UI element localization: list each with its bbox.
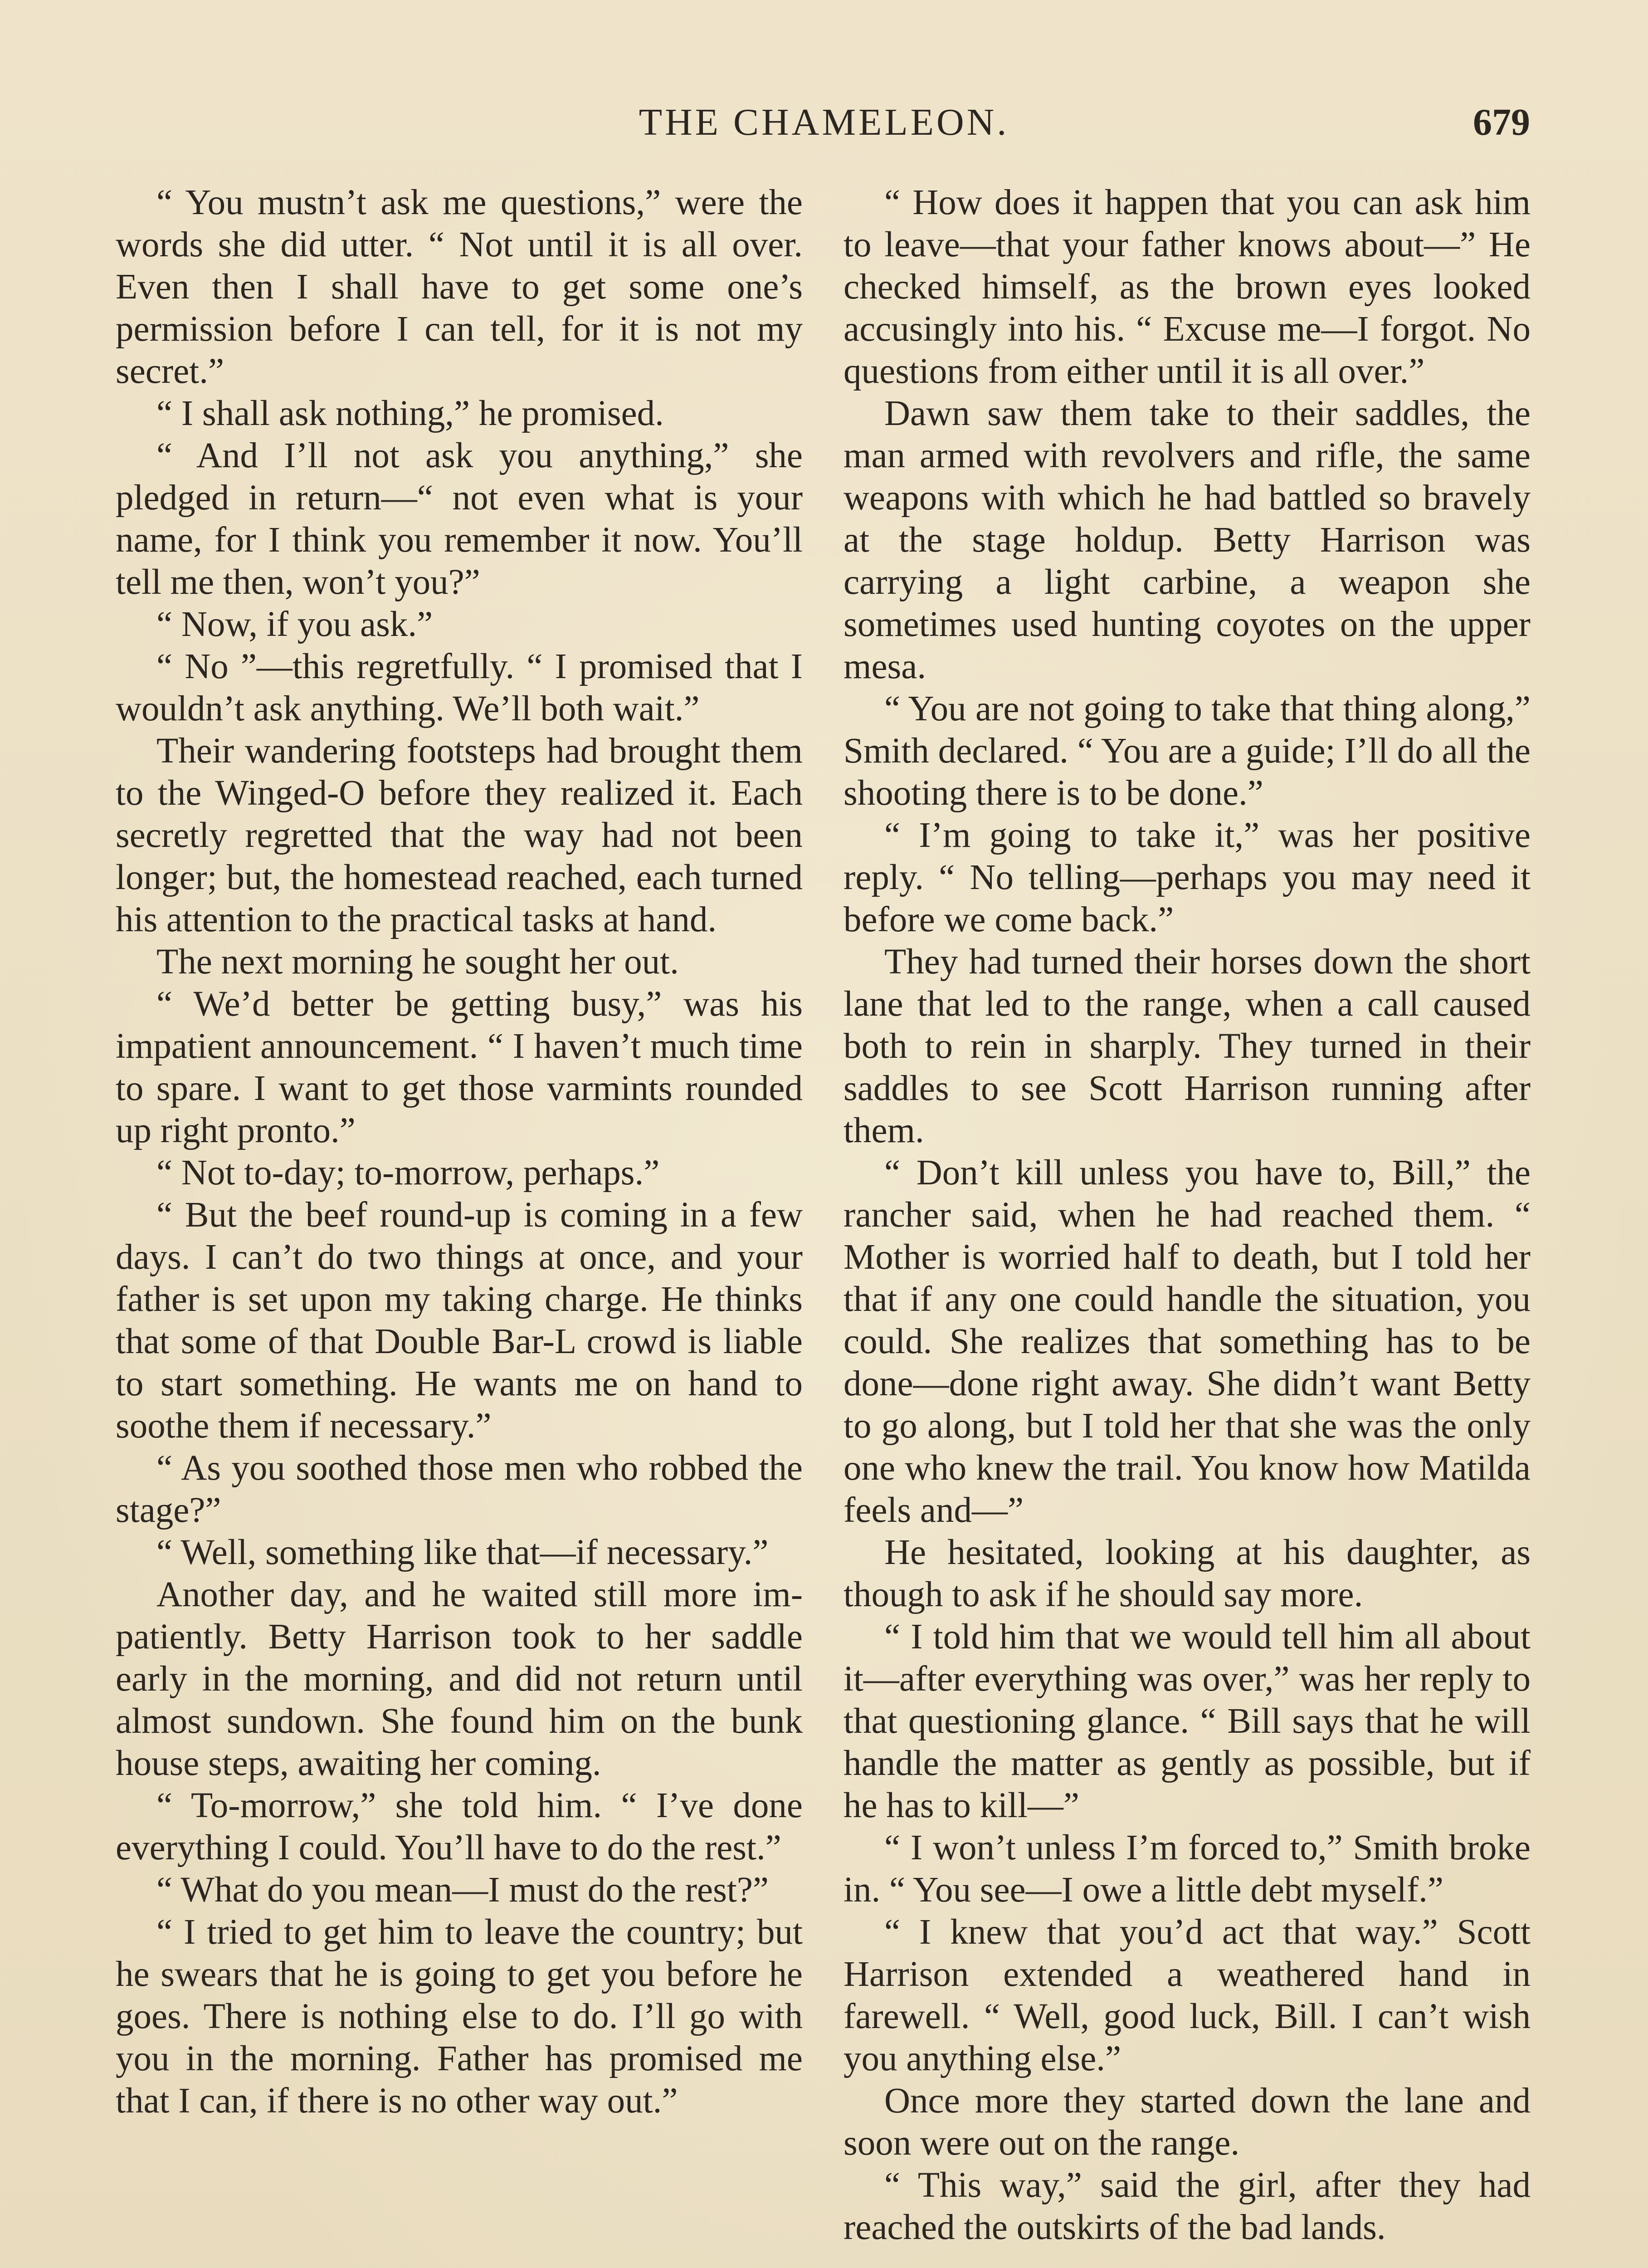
paragraph: “ This way,” said the girl, after they had reached the outskirts of the bad lands. [844,2165,1531,2247]
paragraph: “ I told him that we would tell him all about it—after everything was over,” was her reply to that questioning glance. “ Bill says that he will handle the matter as gently as possible, but if he has to kill—” [844,1617,1531,1825]
page-header [0,93,1648,152]
paragraph: Dawn saw them take to their saddles, the man armed with revolvers and rifle, the same weapons with which he had battled so bravely at the stage holdup. Betty Harrison was carrying a light carbine, a weapon she sometimes used hunting coyotes on the upper mesa. [844,394,1531,686]
paragraph: “ To-morrow,” she told him. “ I’ve done everything I could. You’ll have to do the rest.” [116,1786,803,1867]
paragraph: “ How does it happen that you can ask him to leave—that your father knows about—” He checked himself, as the brown eyes looked accusingly into his. “ Excuse me—I forgot. No questions from either until it is all over.” [844,183,1531,391]
paragraph: “ But the beef round-up is coming in a few days. I can’t do two things at once, and your father is set upon my taking charge. He thinks that some of that Double Bar-L crowd is liable to start something. He wants me on hand to soothe them if necessary.” [116,1195,803,1446]
paragraph: “ Not to-day; to-morrow, perhaps.” [156,1153,660,1193]
page-number: 679 [1473,101,1530,143]
paragraph: “ What do you mean—I must do the rest?” [156,1870,769,1910]
paragraph: “ I’m going to take it,” was her positive reply. “ No telling—perhaps you may need it before we come back.” [844,816,1531,939]
paragraph: “ You are not going to take that thing along,” Smith declared. “ You are a guide; I’ll do all the shooting there is to be done.” [844,689,1531,813]
paragraph: Once more they started down the lane and soon were out on the range. [844,2081,1531,2163]
right-text-column [844,181,1531,2248]
paragraph: “ Don’t kill unless you have to, Bill,” the rancher said, when he had reached them. “ Mother is worried half to death, but I told her that if any one could handle the situation, you could. She realizes that something has to be done—done right away. She didn’t want Betty to go along, but I told her that she was the only one who knew the trail. You know how Matilda feels and—” [844,1153,1531,1530]
paragraph: “ And I’ll not ask you anything,” she pledged in return—“ not even what is your name, for I think you remember it now. You’ll tell me then, won’t you?” [116,436,803,602]
paragraph: “ I tried to get him to leave the country; but he swears that he is going to get you before he goes. There is nothing else to do. I’ll go with you in the morning. Father has promised me that I can, if there is no other way out.” [116,1912,803,2121]
paragraph: “ No ”—this regretfully. “ I promised that I wouldn’t ask anything. We’ll both wait.” [116,647,803,728]
paragraph: The next morning he sought her out. [156,942,679,982]
paragraph: “ I knew that you’d act that way.” Scott Harrison extended a weathered hand in farewell. “ Well, good luck, Bill. I can’t wish you anything else.” [844,1912,1531,2078]
paragraph: “ You mustn’t ask me questions,” were the words she did utter. “ Not until it is all over. Even then I shall have to get some one’s permission before I can tell, for it is not my secret.” [116,183,803,391]
running-title: THE CHAMELEON. [639,101,1009,143]
paragraph: “ Well, something like that—if necessary.” [156,1533,769,1572]
paragraph: “ I won’t unless I’m forced to,” Smith broke in. “ You see—I owe a little debt myself.” [844,1828,1531,1910]
paragraph: Their wandering footsteps had brought them to the Winged-O before they realized it. Each secretly regretted that the way had not been longer; but, the homestead reached, each turned his attention to the practical tasks at hand. [116,731,803,939]
paragraph: He hesitated, looking at his daughter, as though to ask if he should say more. [844,1533,1531,1614]
paragraph: “ As you soothed those men who robbed the stage?” [116,1448,803,1530]
paragraph: “ I shall ask nothing,” he promised. [156,394,664,433]
paragraph: “ We’d better be getting busy,” was his impatient announcement. “ I haven’t much time to spare. I want to get those varmints rounded up right pronto.” [116,984,803,1150]
paragraph: “ Now, if you ask.” [156,605,433,644]
paragraph: They had turned their horses down the short lane that led to the range, when a call caused both to rein in sharply. They turned in their saddles to see Scott Harrison running after them. [844,942,1531,1150]
left-text-column [116,181,803,2122]
paragraph: Another day, and he waited still more impatiently. Betty Harrison took to her saddle early in the morning, and did not return until almost sundown. She found him on the bunk house steps, awaiting her coming. [116,1575,803,1783]
